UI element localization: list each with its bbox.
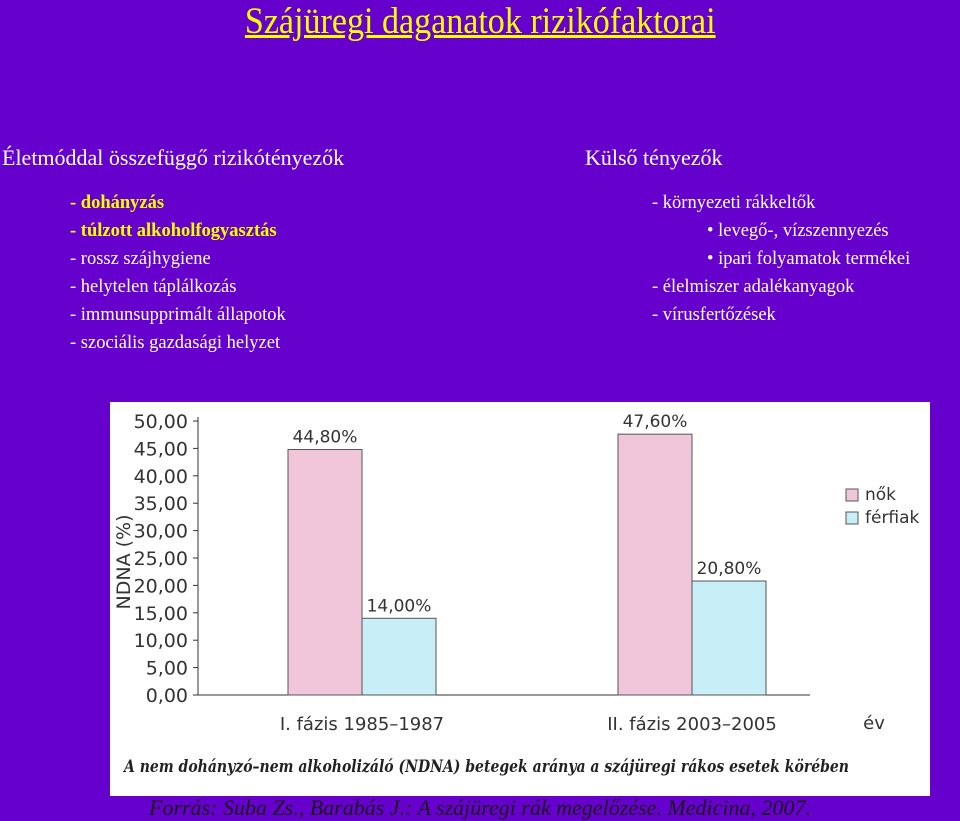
x-category-label: I. fázis 1985–1987 — [279, 714, 445, 735]
y-tick-label: 10,00 — [133, 630, 188, 653]
source-citation: Forrás: Suba Zs., Barabás J.: A szájüregi rák megelőzése. Medicina, 2007. — [149, 795, 811, 820]
list-item: - rossz szájhygiene — [70, 249, 211, 269]
bar-ferfiak — [362, 618, 436, 695]
bar-ferfiak — [692, 581, 766, 695]
y-tick-label: 30,00 — [133, 520, 188, 543]
bar-nok — [288, 449, 362, 695]
x-category-label: II. fázis 2003–2005 — [607, 714, 777, 735]
legend-label: férfiak — [865, 508, 920, 528]
legend-label: nők — [865, 485, 897, 505]
chart-caption: A nem dohányzó–nem alkoholizáló (NDNA) betegek aránya a szájüregi rákos esetek körében — [122, 757, 849, 777]
list-item: - szociális gazdasági helyzet — [70, 333, 281, 353]
lifestyle-heading: Életmóddal összefüggő rizikótényezők — [2, 145, 345, 170]
list-item: - helytelen táplálkozás — [70, 277, 237, 297]
list-item: • ipari folyamatok termékei — [707, 249, 911, 269]
external-list — [652, 189, 910, 329]
y-tick-label: 20,00 — [133, 575, 188, 598]
data-label: 14,00% — [366, 596, 432, 617]
y-tick-label: 35,00 — [133, 493, 188, 516]
y-axis-label: NDNA (%) — [113, 514, 135, 610]
y-tick-label: 45,00 — [133, 438, 188, 461]
y-tick-label: 40,00 — [133, 465, 188, 488]
x-axis-label: év — [863, 713, 885, 734]
list-item: - vírusfertőzések — [652, 305, 776, 325]
legend-swatch — [846, 489, 858, 501]
external-heading: Külső tényezők — [585, 145, 723, 170]
list-item: - túlzott alkoholfogyasztás — [70, 221, 277, 241]
y-tick-label: 5,00 — [145, 657, 188, 680]
list-item: • levegő-, vízszennyezés — [707, 221, 889, 241]
bar-chart — [110, 402, 930, 796]
y-tick-label: 25,00 — [133, 548, 188, 570]
y-tick-label: 15,00 — [133, 602, 188, 625]
list-item: - élelmiszer adalékanyagok — [652, 277, 855, 297]
list-item: - dohányzás — [70, 193, 165, 213]
chart-panel — [110, 402, 930, 796]
data-label: 47,60% — [622, 412, 688, 433]
list-item: - környezeti rákkeltők — [652, 193, 816, 213]
list-item: - immunsupprimált állapotok — [70, 305, 286, 325]
bar-nok — [618, 434, 692, 695]
data-label: 44,80% — [292, 427, 358, 448]
y-tick-label: 50,00 — [133, 411, 188, 433]
data-label: 20,80% — [696, 559, 762, 580]
legend-swatch — [846, 512, 858, 524]
y-tick-label: 0,00 — [145, 685, 188, 707]
page-title: Szájüregi daganatok rizikófaktorai — [244, 1, 716, 42]
lifestyle-list — [70, 189, 286, 357]
